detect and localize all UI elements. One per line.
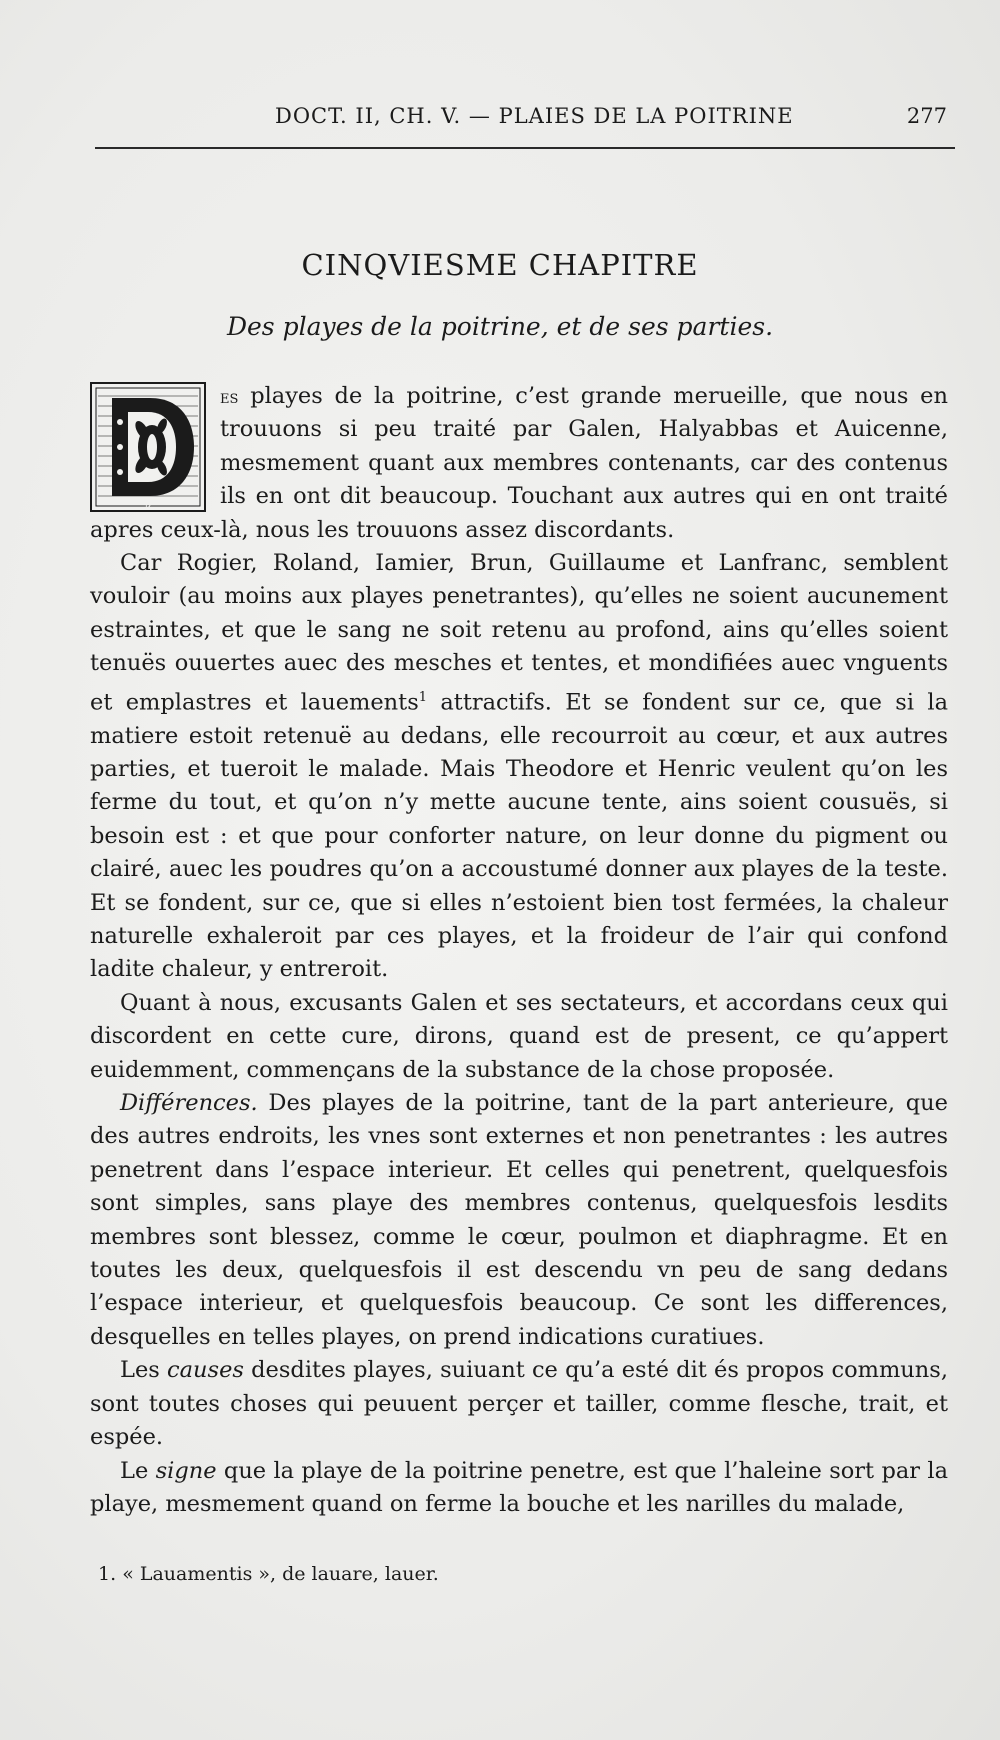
footnote-number: 1. <box>98 1563 117 1585</box>
dropcap-letter: D <box>144 500 152 509</box>
first-word-smallcaps: es <box>220 385 239 408</box>
signe-term: signe <box>155 1457 217 1484</box>
paragraph-2-text-a: Car Rogier, Roland, Iamier, Brun, Guillaume et Lanfranc, semblent vouloir (au moins aux playes penetrantes), qu’elles ne soient aucunement estraintes, et que le sang ne soit retenu au profond, ains qu’elles soient tenuës ouuertes auec des mesches et tentes, et mondifiées auec vnguents et emplastres et lauements <box>90 550 948 716</box>
footnote <box>98 1563 439 1585</box>
paragraph-2-text-b: attractifs. Et se fondent sur ce, que si la matiere estoit retenuë au dedans, elle recourroit au cœur, et aux autres parties, et tueroit le malade. Mais Theodore et Henric veulent qu’on les ferme du tout, et qu’on n’y mette aucune tente, ains soient cousuës, si besoin est : et que pour conforter nature, on leur donne du pigment ou clairé, auec les poudres qu’on a accoustumé donner aux playes de la teste. Et se fondent, sur ce, que si elles n’estoient bien tost fermées, la chaleur naturelle exhaleroit par ces playes, et la froideur de l’air qui confond ladite chaleur, y entreroit. <box>90 689 948 983</box>
running-head: DOCT. II, CH. V. — PLAIES DE LA POITRINE <box>275 104 794 128</box>
causes-term: causes <box>167 1357 244 1384</box>
paragraph-5-lead: Les <box>120 1357 168 1384</box>
page-number: 277 <box>906 104 947 128</box>
paragraph-1 <box>90 380 948 547</box>
page-header <box>95 104 955 144</box>
paragraph-6-text: que la playe de la poitrine penetre, est que l’haleine sort par la playe, mesmement quand on ferme la bouche et les narilles du malade, <box>90 1457 948 1517</box>
paragraph-3: Quant à nous, excusants Galen et ses sectateurs, et accordans ceux qui discordent en cette cure, dirons, quand est de present, ce qu’appert euidemment, commençans de la substance de la chose proposée. <box>90 989 948 1083</box>
header-rule <box>95 147 955 149</box>
paragraph-2 <box>90 547 948 987</box>
paragraph-5-text: desdites playes, suiuant ce qu’a esté dit és propos communs, sont toutes choses qui peuuent perçer et tailler, comme flesche, trait, et espée. <box>90 1357 948 1451</box>
chapter-title: CINQVIESME CHAPITRE <box>301 248 699 282</box>
paragraph-5 <box>90 1354 948 1454</box>
chapter-subtitle: Des playes de la poitrine, et de ses parties. <box>226 312 774 341</box>
paragraph-6-lead: Le <box>120 1457 156 1484</box>
paragraph-6 <box>90 1455 948 1522</box>
body-text <box>90 380 948 1521</box>
ornamental-dropcap <box>90 382 206 512</box>
differences-heading: Différences. <box>120 1090 258 1117</box>
footnote-marker[interactable]: 1 <box>418 689 428 705</box>
paragraph-4 <box>90 1087 948 1354</box>
paragraph-4-text: Des playes de la poitrine, tant de la part anterieure, que des autres endroits, les vnes sont externes et non penetrantes : les autres penetrent dans l’espace interieur. Et celles qui penetrent, quelquesfois sont simples, sans playe des membres contenus, quelquesfois lesdits membres sont blessez, comme le cœur, poulmon et diaphragme. Et en toutes les deux, quelquesfois il est descendu vn peu de sang dedans l’espace interieur, et quelquesfois beaucoup. Ce sont les differences, desquelles en telles playes, on prend indications curatiues. <box>90 1090 948 1350</box>
footnote-text: « Lauamentis », de lauare, lauer. <box>122 1563 439 1585</box>
paragraph-1-text: playes de la poitrine, c’est grande merueille, que nous en trouuons si peu traité par Galen, Halyabbas et Auicenne, mesmement quant aux membres contenants, car des contenus ils en ont dit beaucoup. Touchant aux autres qui en ont traité apres ceux-là, nous les trouuons assez discordants. <box>90 383 948 543</box>
